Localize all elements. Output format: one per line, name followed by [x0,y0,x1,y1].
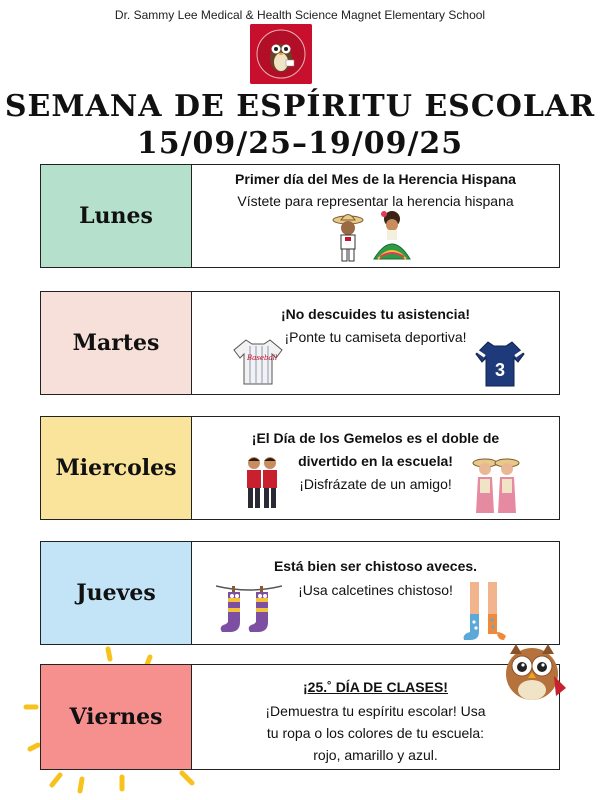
baseball-jersey-icon [232,338,284,386]
owl-mascot-icon [498,640,568,704]
day-text-1: ¡Demuestra tu espíritu escolar! Usa [265,703,486,719]
day-content [192,542,559,644]
day-content [192,165,559,267]
day-text: ¡Usa calcetines chistoso! [298,582,453,598]
day-heading: ¡25.˚ DÍA DE CLASES! [303,679,448,695]
page-title: SEMANA DE ESPÍRITU ESCOLAR [4,89,596,124]
day-heading: Primer día del Mes de la Herencia Hispana [235,171,516,187]
day-text-2: tu ropa o los colores de tu escuela: [266,725,485,741]
twin-girls-icon [472,455,520,513]
school-name: Dr. Sammy Lee Medical & Health Science Magnet Elementary School [114,8,486,22]
legs-socks-icon [462,582,506,642]
day-heading-2: divertido en la escuela! [298,453,453,469]
day-row-jueves [40,541,560,645]
football-jersey-icon [474,340,526,388]
day-label: Miercoles [41,417,192,519]
day-content [192,417,559,519]
svg-text:Baseball: Baseball [247,354,278,362]
day-content [192,292,559,394]
day-heading: Está bien ser chistoso aveces. [273,558,478,574]
twin-boys-icon [244,455,280,511]
day-text-3: rojo, amarillo y azul. [313,747,438,763]
day-label: Jueves [41,542,192,644]
day-text: ¡Ponte tu camiseta deportiva! [284,329,467,345]
folklorico-girl-icon [370,209,414,265]
day-label: Lunes [41,165,192,267]
day-row-miercoles [40,416,560,520]
day-row-viernes [40,664,560,770]
day-row-martes [40,291,560,395]
jersey-number: 3 [494,360,506,380]
day-row-lunes [40,164,560,268]
day-text: ¡Disfrázate de un amigo! [299,476,452,492]
day-heading: ¡El Día de los Gemelos es el doble de [251,430,500,446]
day-text: Vístete para representar la herencia hispana [237,193,514,209]
owl-logo-icon [250,24,312,84]
mariachi-boy-icon [332,211,364,265]
school-logo [250,24,312,84]
socks-clothesline-icon [216,580,282,640]
day-heading: ¡No descuides tu asistencia! [280,306,471,322]
day-label: Viernes [41,665,192,769]
week-dates: 15/09/25–19/09/25 [136,126,464,161]
day-label: Martes [41,292,192,394]
